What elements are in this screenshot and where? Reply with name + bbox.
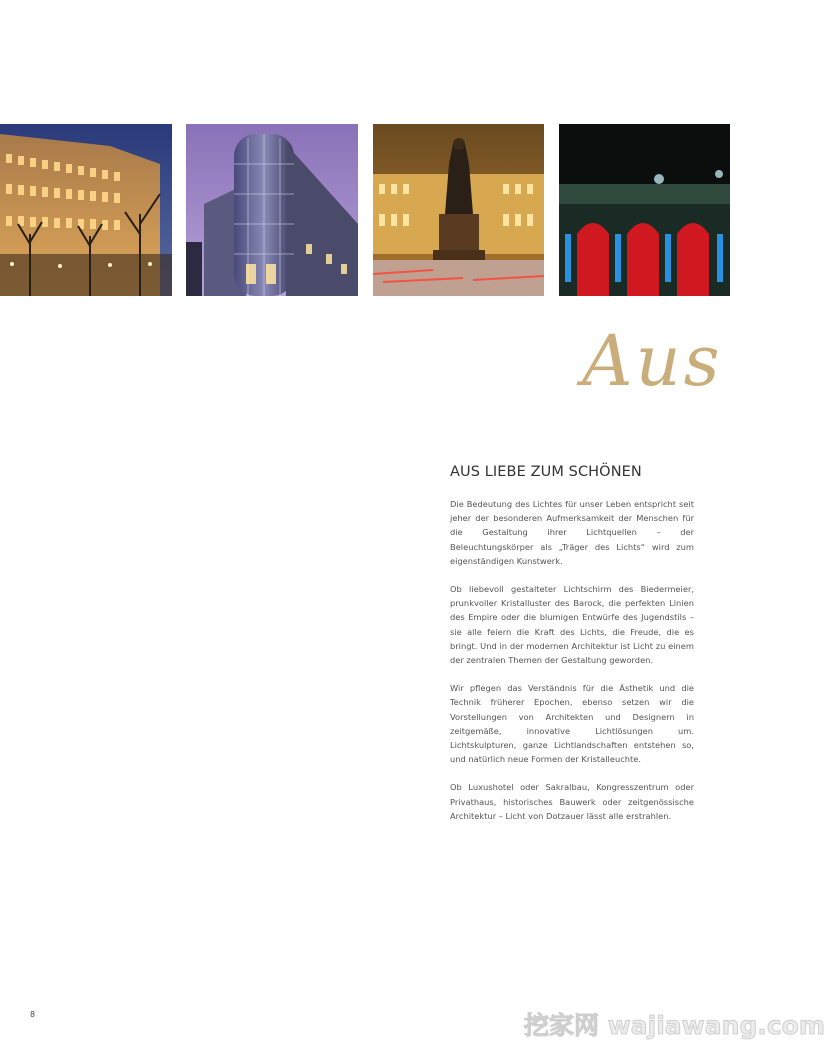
palace-monument-photo xyxy=(373,124,544,296)
paragraph-4: Ob Luxushotel oder Sakralbau, Kongresszentrum oder Privathaus, historisches Bauwerk oder zeitgenössische Architektur – Licht von Dotzauer lässt alle erstrahlen. xyxy=(450,782,694,821)
site-watermark: 挖家网 wajiawang.com xyxy=(524,1011,825,1040)
paragraph-2: Ob liebevoll gestalteter Lichtschirm des Biedermeier, prunkvoller Kristalluster des Barock, die perfekten Linien des Empire oder die blumigen Entwürfe des Jugendstils – sie alle feiern die Kraft des Lichts, die Freude, die es bringt. Und in der modernen Architektur ist Licht zu einem der zentralen Themen der Gestaltung geworden. xyxy=(450,584,694,666)
section-heading: AUS LIEBE ZUM SCHÖNEN xyxy=(450,464,642,480)
paragraph-3: Wir pflegen das Verständnis für die Ästhetik und die Technik früherer Epochen, ebenso setzen wir die Vorstellungen von Architekten und Designern in zeitgemäße, innovative Lichtlösungen um. Lichtskulpturen, ganze Lichtlandschaften entstehen so, und natürlich neue Formen der Kristalleuchte. xyxy=(450,683,694,765)
paragraph-1: Die Bedeutung des Lichtes für unser Leben entspricht seit jeher der besonderen Aufmerksamkeit der Menschen für die Gestaltung ihrer Lichtquellen – der Beleuchtungskörper als „Träger des Lichts“ wird zum eigenständigen Kunstwerk. xyxy=(450,499,694,566)
body-text xyxy=(450,497,694,837)
decorative-title-word: Aus xyxy=(582,320,723,402)
page-number: 8 xyxy=(30,1010,36,1019)
hotel-facade-photo xyxy=(0,124,172,296)
illuminated-arches-photo xyxy=(559,124,730,296)
modern-building-photo xyxy=(186,124,358,296)
